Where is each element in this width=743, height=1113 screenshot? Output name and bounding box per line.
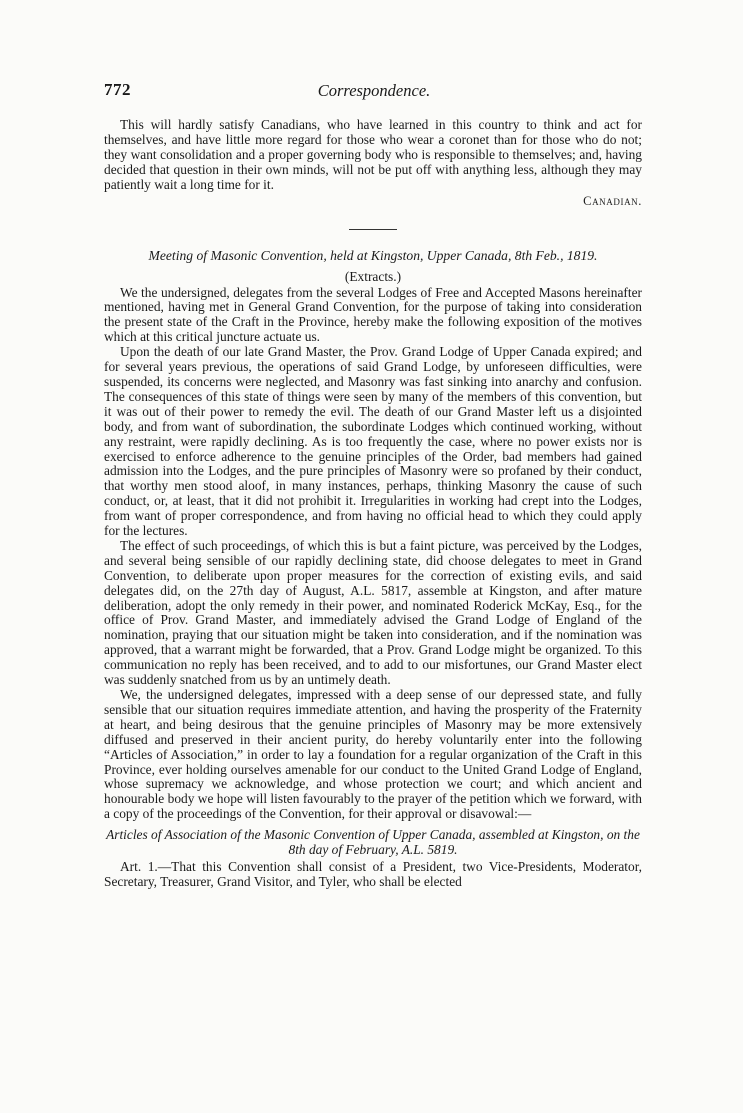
section-title: Meeting of Masonic Convention, held at Kingston, Upper Canada, 8th Feb., 1819. [148, 247, 598, 263]
section-subtitle: (Extracts.) [344, 268, 402, 284]
page-number: 772 [104, 80, 131, 99]
body-paragraph-4: We, the undersigned delegates, impressed with a deep sense of our depressed state, and fully sensible that our situation requires immediate attention, and having the prosperity of the Fraternity at heart, and being desirous that the genuine principles of Masonry may be more extensively diffused and preserved in their ancient purity, do hereby voluntarily enter into the following “Articles of Association,” in order to lay a foundation for a regular organization of the Craft in this Province, ever holding ourselves amenable for our conduct to the United Grand Lodge of England, whose supremacy we acknowledge, and whose protection we court; and which ancient and honourable body we hope will listen favourably to the prayer of the petition which we forward, with a copy of the proceedings of the Convention, for their approval or disavowal:— [104, 687, 642, 822]
letter-paragraph: This will hardly satisfy Canadians, who have learned in this country to think and act for themselves, and have little more regard for those who wear a coronet than for those who do not; they want consolidation and a proper governing body who is responsible to themselves; and, having decided that question in their own minds, will not be put off with anything less, although they may patiently wait a long time for it. [104, 117, 642, 192]
article-1: Art. 1.—That this Convention shall consist of a President, two Vice-Presidents, Moderator, Secretary, Treasurer, Grand Visitor, and Tyler, who shall be elected [104, 858, 642, 889]
body-paragraph-2: Upon the death of our late Grand Master, the Prov. Grand Lodge of Upper Canada expired; and for several years previous, the operations of said Grand Lodge, by unforeseen difficulties, were suspended, its concerns were neglected, and Masonry was fast sinking into anarchy and confusion. The consequences of this state of things were seen by many of the members of this convention, but it was out of their power to remedy the evil. The death of our Grand Master left us a disjointed body, and from want of subordination, the subordinate Lodges which continued working, without any restraint, were rapidly declining. As is too frequently the case, where no power exists nor is exercised to enforce adherence to the genuine principles of the Order, bad members had gained admission into the Lodges, and the pure principles of Masonry were so profaned by their conduct, that worthy men stood aloof, in many instances, perhaps, thinking Masonry the cause of such conduct, or, at least, that it did not prohibit it. Irregularities in working had crept into the Lodges, from want of proper correspondence, and from having no official head to which they could apply for the lectures. [104, 344, 642, 539]
running-head: Correspondence. [317, 81, 431, 100]
body-paragraph-3: The effect of such proceedings, of which this is but a faint picture, was perceived by the Lodges, and several being sensible of our rapidly declining state, did choose delegates to meet in Grand Convention, to deliberate upon proper measures for the correction of existing evils, and said delegates did, on the 27th day of August, A.L. 5817, assemble at Kingston, and after mature deliberation, adopt the only remedy in their power, and nominated Roderick McKay, Esq., for the office of Prov. Grand Master, and immediately advised the Grand Lodge of England of the nomination, praying that our situation might be taken into consideration, and if the nomination was approved, that a warrant might be forwarded, that a Prov. Grand Lodge might be organized. To this communication no reply has been received, and to add to our misfortunes, our Grand Master elect was suddenly snatched from us by an untimely death. [104, 537, 642, 688]
letter-signature: Canadian. [583, 193, 642, 208]
page-header [104, 80, 644, 104]
articles-title: Articles of Association of the Masonic Convention of Upper Canada, assembled at Kingston, on the 8th day of February, A.L. 5819. [106, 827, 640, 858]
body-paragraph-1: We the undersigned, delegates from the several Lodges of Free and Accepted Masons hereinafter mentioned, having met in General Grand Convention, for the purpose of taking into consideration the present state of the Craft in the Province, hereby make the following exposition of the motives which at this critical juncture actuate us. [104, 284, 642, 345]
page-body [104, 118, 642, 890]
section-divider [349, 229, 397, 230]
